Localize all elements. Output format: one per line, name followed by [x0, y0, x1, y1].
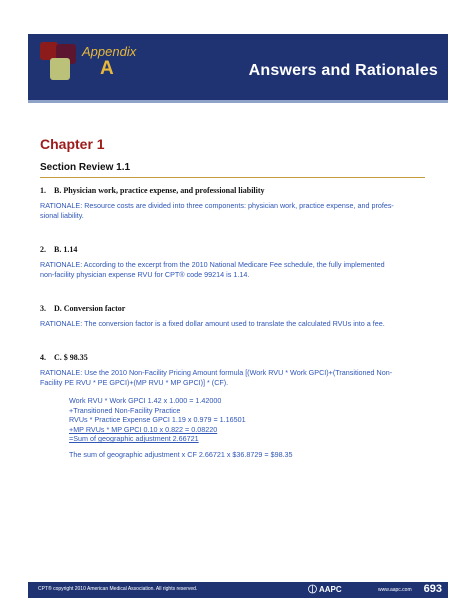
question-4 — [40, 353, 425, 459]
calc-line: +MP RVUs * MP GPCI 0.10 x 0.822 = 0.08220 — [69, 424, 218, 434]
rationale — [40, 368, 425, 388]
rationale-line: sional liability. — [40, 211, 84, 220]
aapc-logo — [308, 584, 342, 594]
question-number: 4. — [40, 353, 46, 362]
page-title: Answers and Rationales — [248, 62, 438, 79]
question-answer — [40, 353, 425, 362]
rationale — [40, 260, 425, 280]
calculation-block — [69, 396, 425, 444]
rationale — [40, 319, 425, 329]
question-1 — [40, 186, 425, 221]
rationale-line: RATIONALE: Use the 2010 Non-Facility Pricing Amount formula [(Work RVU * Work GPCI)+(Transitioned Non- — [40, 368, 393, 377]
calc-line: Work RVU * Work GPCI 1.42 x 1.000 = 1.42000 — [69, 396, 222, 405]
logo-text: AAPC — [319, 584, 342, 594]
rationale-line: RATIONALE: According to the excerpt from the 2010 National Medicare Fee schedule, the fully implemented — [40, 260, 385, 269]
answer-text: B. 1.14 — [54, 245, 78, 254]
question-answer — [40, 245, 425, 254]
question-number: 2. — [40, 245, 46, 254]
chapter-title: Chapter 1 — [40, 136, 105, 152]
rationale-line: RATIONALE: Resource costs are divided into three components: physician work, practice expense, and profes- — [40, 201, 394, 210]
logo-square-olive — [50, 58, 70, 80]
answers-content — [40, 184, 425, 459]
footer-url: www.aapc.com — [378, 587, 412, 593]
answer-text: B. Physician work, practice expense, and professional liability — [54, 186, 265, 195]
question-answer — [40, 304, 425, 313]
copyright-notice: CPT® copyright 2010 American Medical Association. All rights reserved. — [38, 586, 198, 592]
calc-sum-line: The sum of geographic adjustment x CF 2.66721 x $36.8729 = $98.35 — [69, 449, 293, 459]
calc-line: +Transitioned Non-Facility Practice — [69, 405, 181, 415]
calc-line: RVUs * Practice Expense GPCI 1.19 x 0.979 = 1.16501 — [69, 415, 246, 424]
answer-text: D. Conversion factor — [54, 304, 126, 313]
rationale — [40, 201, 425, 221]
section-heading: Section Review 1.1 — [40, 162, 131, 173]
question-number: 3. — [40, 304, 46, 313]
header-band — [28, 34, 448, 103]
question-2 — [40, 245, 425, 280]
question-answer — [40, 186, 425, 195]
section-divider — [40, 177, 425, 178]
calc-total-line: =Sum of geographic adjustment 2.66721 — [69, 434, 199, 443]
rationale-line: non-facility physician expense RVU for CPT® code 99214 is 1.14. — [40, 270, 250, 279]
caduceus-icon — [308, 584, 317, 594]
rationale-line: RATIONALE: The conversion factor is a fixed dollar amount used to translate the calculated RVUs into a fee. — [40, 319, 385, 328]
question-3 — [40, 304, 425, 329]
question-number: 1. — [40, 186, 46, 195]
appendix-label: Appendix — [82, 44, 137, 59]
footer-band — [28, 582, 448, 598]
answer-text: C. $ 98.35 — [54, 353, 88, 362]
page-number: 693 — [423, 583, 442, 595]
appendix-letter: A — [100, 58, 114, 79]
rationale-line: Facility PE RVU * PE GPCI)+(MP RVU * MP GPCI)] * (CF). — [40, 378, 229, 387]
